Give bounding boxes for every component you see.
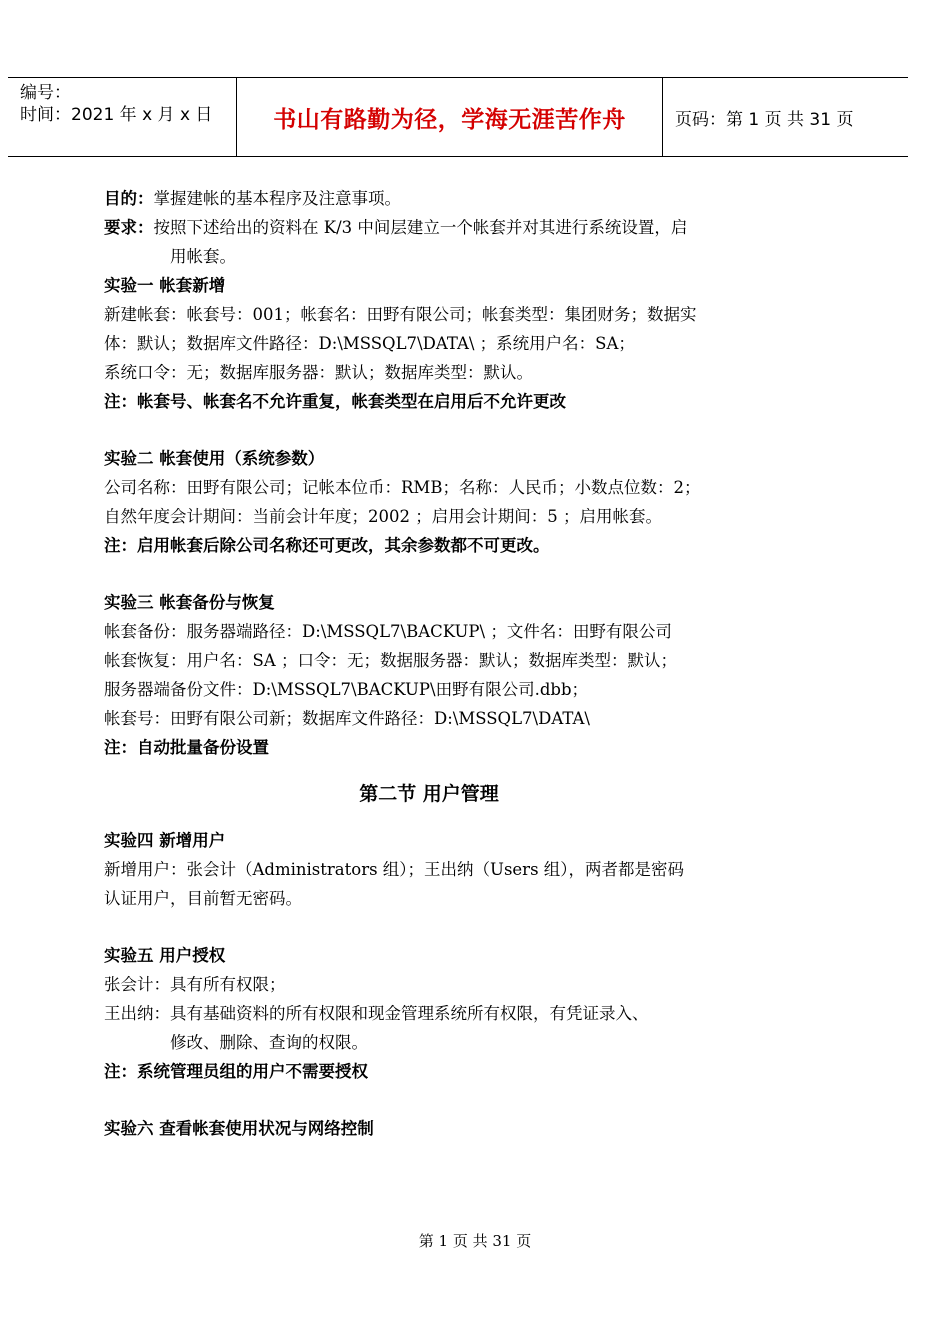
exp4-line: 新增用户：张会计（Administrators 组）；王出纳（Users 组），两者都是密码: [104, 860, 685, 879]
exp1-title: 实验一 帐套新增: [104, 276, 226, 295]
purpose-line: [104, 184, 804, 213]
exp4-line: 认证用户，目前暂无密码。: [104, 889, 302, 908]
exp2-title: 实验二 帐套使用（系统参数）: [104, 449, 325, 468]
exp6-title: 实验六 查看帐套使用状况与网络控制: [104, 1119, 374, 1138]
spacer: [104, 762, 804, 776]
exp5-line-continued: 修改、删除、查询的权限。: [170, 1033, 368, 1052]
exp4-title: 实验四 新增用户: [104, 831, 226, 850]
spacer: [104, 913, 804, 941]
requirement-line: [104, 213, 804, 242]
requirement-label: 要求：: [104, 218, 154, 237]
page-header: [8, 77, 908, 157]
exp2-line: 公司名称：田野有限公司；记帐本位币：RMB；名称：人民币；小数点位数：2；: [104, 478, 701, 497]
exp3-line: 帐套恢复：用户名：SA ；口令：无；数据服务器：默认；数据库类型：默认；: [104, 651, 677, 670]
exp3-title: 实验三 帐套备份与恢复: [104, 593, 275, 612]
exp3-line: 服务器端备份文件：D:\MSSQL7\BACKUP\田野有限公司.dbb；: [104, 680, 589, 699]
document-body: [104, 184, 804, 1143]
requirement-text: 按照下述给出的资料在 K/3 中间层建立一个帐套并对其进行系统设置，启: [153, 218, 688, 237]
requirement-text-continued: 用帐套。: [170, 247, 236, 266]
spacer: [104, 1086, 804, 1114]
exp1-line: 系统口令：无；数据库服务器：默认；数据库类型：默认。: [104, 363, 533, 382]
exp5-note: 注：系统管理员组的用户不需要授权: [104, 1062, 368, 1081]
exp1-line: 体：默认；数据库文件路径：D:\MSSQL7\DATA\ ；系统用户名：SA；: [104, 334, 635, 353]
spacer: [104, 416, 804, 444]
exp1-line: 新建帐套：帐套号：001；帐套名：田野有限公司；帐套类型：集团财务；数据实: [104, 305, 697, 324]
spacer: [104, 812, 804, 826]
exp2-line: 自然年度会计期间：当前会计年度；2002 ；启用会计期间：5 ；启用帐套。: [104, 507, 662, 526]
document-date: 时间：2021 年 x 月 x 日: [20, 105, 213, 125]
spacer: [104, 560, 804, 588]
header-page-number: 页码：第 1 页 共 31 页: [675, 109, 854, 130]
exp3-line: 帐套备份：服务器端路径：D:\MSSQL7\BACKUP\ ；文件名：田野有限公司: [104, 622, 672, 641]
exp5-line: 张会计：具有所有权限；: [104, 975, 286, 994]
exp2-note: 注：启用帐套后除公司名称还可更改，其余参数都不可更改。: [104, 536, 550, 555]
exp5-line: 王出纳：具有基础资料的所有权限和现金管理系统所有权限，有凭证录入、: [104, 1004, 649, 1023]
exp3-line: 帐套号：田野有限公司新；数据库文件路径：D:\MSSQL7\DATA\: [104, 709, 590, 728]
purpose-label: 目的：: [104, 189, 154, 208]
page-footer: 第 1 页 共 31 页: [418, 1232, 532, 1250]
exp3-note: 注：自动批量备份设置: [104, 738, 269, 757]
exp1-note: 注：帐套号、帐套名不允许重复，帐套类型在启用后不允许更改: [104, 392, 566, 411]
section-title: 第二节 用户管理: [359, 783, 499, 805]
document-number-label: 编号：: [20, 83, 71, 103]
purpose-text: 掌握建帐的基本程序及注意事项。: [153, 189, 401, 208]
header-left-cell: [8, 78, 237, 156]
header-motto: 书山有路勤为径，学海无涯苦作舟: [237, 78, 663, 156]
exp5-title: 实验五 用户授权: [104, 946, 226, 965]
